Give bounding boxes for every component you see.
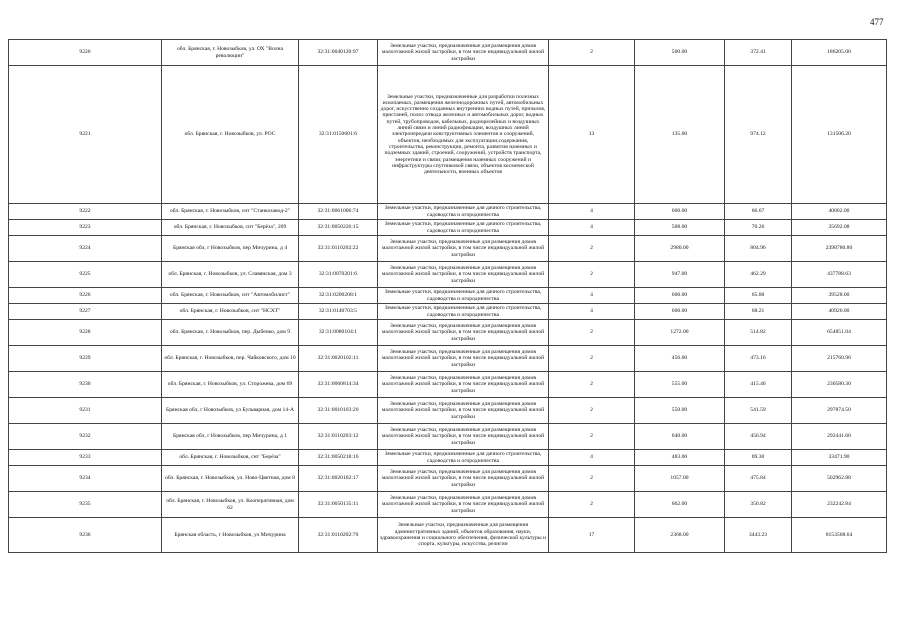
cell-use-group: 2 bbox=[549, 346, 635, 372]
cell-use-group: 2 bbox=[549, 236, 635, 262]
cell-address: обл. Брянская, г. Новозыбков, снт "Берёза" bbox=[162, 450, 299, 466]
cell-area: 600.00 bbox=[635, 304, 725, 320]
cell-cadastral-value: 33471.90 bbox=[792, 450, 887, 466]
cell-permitted-use: Земельные участки, предназначенные для дачного строительства, садоводства и огородничества bbox=[378, 304, 549, 320]
cell-cadastral-value: 297874.50 bbox=[792, 398, 887, 424]
cell-cadastral-number: 32:31:0060814:34 bbox=[299, 372, 378, 398]
cell-use-group: 2 bbox=[549, 262, 635, 288]
cell-permitted-use: Земельные участки, предназначенные для размещения домов малоэтажной жилой застройки, в том числе индивидуальной жилой застройки bbox=[378, 40, 549, 66]
cell-specific-value: 462.29 bbox=[725, 262, 792, 288]
cell-area: 483.00 bbox=[635, 450, 725, 466]
cell-cadastral-number: 32:31:0200208:1 bbox=[299, 288, 378, 304]
cell-row-number: 9232 bbox=[9, 424, 162, 450]
cell-specific-value: 415.46 bbox=[725, 372, 792, 398]
cell-cadastral-number: 32:31:0040120:97 bbox=[299, 40, 378, 66]
cell-cadastral-value: 40926.00 bbox=[792, 304, 887, 320]
cell-address: обл. Брянская, г. Новозыбков, пер. Чайковского, дом 10 bbox=[162, 346, 299, 372]
cell-row-number: 9221 bbox=[9, 66, 162, 204]
cell-use-group: 2 bbox=[549, 40, 635, 66]
table-row bbox=[9, 304, 887, 320]
cell-specific-value: 66.67 bbox=[725, 204, 792, 220]
table-row bbox=[9, 288, 887, 304]
cell-address: обл. Брянская, г. Новозыбков, ул. Славянская, дом 3 bbox=[162, 262, 299, 288]
cell-address: обл. Брянская, г. Новозыбков, ул. Кооперативная, дом 62 bbox=[162, 492, 299, 518]
cell-cadastral-value: 437788.63 bbox=[792, 262, 887, 288]
cell-address: обл. Брянская, г. Новозыбков, ул. Сторожева, дом 69 bbox=[162, 372, 299, 398]
table-body bbox=[9, 40, 887, 553]
cell-specific-value: 3443.23 bbox=[725, 518, 792, 553]
cell-address: обл. Брянская, г. Новозыбков, ул. РОС bbox=[162, 66, 299, 204]
cell-permitted-use: Земельные участки, предназначенные для размещения домов малоэтажной жилой застройки, в том числе индивидуальной жилой застройки bbox=[378, 262, 549, 288]
cell-address: обл. Брянская, г. Новозыбков, снт "Берёза", 209 bbox=[162, 220, 299, 236]
cell-use-group: 2 bbox=[549, 398, 635, 424]
cell-specific-value: 974.12 bbox=[725, 66, 792, 204]
cell-cadastral-number: 32:31:0061006:74 bbox=[299, 204, 378, 220]
cell-permitted-use: Земельные участки, предназначенные для размещения административных зданий, объектов образования, науки, здравоохранения и социального обеспечения, физической культуры и спорта, культуры, искусства, религии bbox=[378, 518, 549, 553]
cell-row-number: 9222 bbox=[9, 204, 162, 220]
cell-cadastral-value: 131506.20 bbox=[792, 66, 887, 204]
cell-permitted-use: Земельные участки, предназначенные для дачного строительства, садоводства и огородничества bbox=[378, 288, 549, 304]
cell-row-number: 9223 bbox=[9, 220, 162, 236]
cell-area: 500.00 bbox=[635, 40, 725, 66]
cell-row-number: 9228 bbox=[9, 320, 162, 346]
cell-row-number: 9225 bbox=[9, 262, 162, 288]
cell-row-number: 9235 bbox=[9, 492, 162, 518]
table-row bbox=[9, 262, 887, 288]
cell-area: 550.00 bbox=[635, 398, 725, 424]
cell-cadastral-value: 39528.00 bbox=[792, 288, 887, 304]
cell-address: обл. Брянская, г. Новозыбков, пер. Дыбенко, дом 9 bbox=[162, 320, 299, 346]
cell-specific-value: 804.96 bbox=[725, 236, 792, 262]
cell-row-number: 9220 bbox=[9, 40, 162, 66]
cell-cadastral-number: 32:31:0080104:1 bbox=[299, 320, 378, 346]
cell-row-number: 9227 bbox=[9, 304, 162, 320]
cell-permitted-use: Земельные участки, предназначенные для размещения домов малоэтажной жилой застройки, в том числе индивидуальной жилой застройки bbox=[378, 346, 549, 372]
cell-permitted-use: Земельные участки, предназначенные для дачного строительства, садоводства и огородничества bbox=[378, 450, 549, 466]
cell-use-group: 4 bbox=[549, 288, 635, 304]
cell-specific-value: 541.59 bbox=[725, 398, 792, 424]
cell-area: 947.00 bbox=[635, 262, 725, 288]
cell-cadastral-number: 32:31:0140703:5 bbox=[299, 304, 378, 320]
table-row bbox=[9, 220, 887, 236]
cell-row-number: 9233 bbox=[9, 450, 162, 466]
cell-permitted-use: Земельные участки, предназначенные для дачного строительства, садоводства и огородничества bbox=[378, 204, 549, 220]
cell-address: обл. Брянская, г. Новозыбков, снт "НСХТ" bbox=[162, 304, 299, 320]
cell-area: 135.00 bbox=[635, 66, 725, 204]
table-row bbox=[9, 40, 887, 66]
cell-use-group: 4 bbox=[549, 220, 635, 236]
cell-specific-value: 475.84 bbox=[725, 466, 792, 492]
cell-permitted-use: Земельные участки, предназначенные для размещения домов малоэтажной жилой застройки, в том числе индивидуальной жилой застройки bbox=[378, 398, 549, 424]
cell-use-group: 17 bbox=[549, 518, 635, 553]
table-row bbox=[9, 492, 887, 518]
cell-specific-value: 68.21 bbox=[725, 304, 792, 320]
table-row bbox=[9, 204, 887, 220]
cell-area: 555.00 bbox=[635, 372, 725, 398]
cell-use-group: 2 bbox=[549, 372, 635, 398]
land-registry-table bbox=[8, 39, 887, 553]
cell-cadastral-number: 32:31:0110202:22 bbox=[299, 236, 378, 262]
cell-permitted-use: Земельные участки, предназначенные для размещения домов малоэтажной жилой застройки, в том числе индивидуальной жилой застройки bbox=[378, 466, 549, 492]
table-row bbox=[9, 236, 887, 262]
cell-permitted-use: Земельные участки, предназначенные для размещения домов малоэтажной жилой застройки, в том числе индивидуальной жилой застройки bbox=[378, 492, 549, 518]
cell-permitted-use: Земельные участки, предназначенные для разработки полезных ископаемых, размещения железнодорожных путей, автомобильных дорог, искусственно созданных внутренних водных путей, причалов, пристаней, полос отвода железных и автомобильных дорог, водных путей, трубопроводов, кабельных, радиорелейных и воздушных линий связи и линий радиофикации, воздушных линий электропередачи конструктивных элементов и сооружений, объектов, необходимых для эксплуатации,содержания, строительства, реконструкции, ремонта, развития наземных и подземных зданий, строений, сооружений, устройств транспорта, энергетики и связи; размещения наземных сооружений и инфраструктуры спутниковой связи, объектов космической деятельности, военных объектов bbox=[378, 66, 549, 204]
cell-address: обл. Брянская, г. Новозыбков, снт "Автомобилист" bbox=[162, 288, 299, 304]
table-row bbox=[9, 66, 887, 204]
cell-use-group: 4 bbox=[549, 450, 635, 466]
cell-specific-value: 372.41 bbox=[725, 40, 792, 66]
cell-permitted-use: Земельные участки, предназначенные для размещения домов малоэтажной жилой застройки, в том числе индивидуальной жилой застройки bbox=[378, 372, 549, 398]
cell-row-number: 9226 bbox=[9, 288, 162, 304]
cell-cadastral-number: 32:31:0110202:70 bbox=[299, 518, 378, 553]
cell-address: Брянская область, г Новозыбков, ул Мичурина bbox=[162, 518, 299, 553]
cell-specific-value: 456.94 bbox=[725, 424, 792, 450]
cell-use-group: 4 bbox=[549, 204, 635, 220]
cell-row-number: 9231 bbox=[9, 398, 162, 424]
cell-address: обл. Брянская, г. Новозыбков, снт "Станкозавод-2" bbox=[162, 204, 299, 220]
cell-use-group: 13 bbox=[549, 66, 635, 204]
cell-address: обл. Брянская, г. Новозыбков, ул. Ново-Цветная, дом 8 bbox=[162, 466, 299, 492]
table-row bbox=[9, 450, 887, 466]
cell-permitted-use: Земельные участки, предназначенные для размещения домов малоэтажной жилой застройки, в том числе индивидуальной жилой застройки bbox=[378, 320, 549, 346]
table-row bbox=[9, 398, 887, 424]
cell-area: 2980.00 bbox=[635, 236, 725, 262]
cell-specific-value: 70.26 bbox=[725, 220, 792, 236]
cell-address: обл. Брянская, г. Новозыбков, ул. ОХ "Волна революции" bbox=[162, 40, 299, 66]
cell-area: 1057.00 bbox=[635, 466, 725, 492]
cell-use-group: 4 bbox=[549, 304, 635, 320]
cell-specific-value: 350.82 bbox=[725, 492, 792, 518]
cell-use-group: 2 bbox=[549, 320, 635, 346]
cell-permitted-use: Земельные участки, предназначенные для размещения домов малоэтажной жилой застройки, в том числе индивидуальной жилой застройки bbox=[378, 424, 549, 450]
table-row bbox=[9, 518, 887, 553]
cell-cadastral-value: 186205.00 bbox=[792, 40, 887, 66]
cell-specific-value: 69.30 bbox=[725, 450, 792, 466]
cell-specific-value: 514.82 bbox=[725, 320, 792, 346]
cell-row-number: 9230 bbox=[9, 372, 162, 398]
table-row bbox=[9, 372, 887, 398]
cell-area: 2368.00 bbox=[635, 518, 725, 553]
cell-area: 508.00 bbox=[635, 220, 725, 236]
cell-cadastral-value: 232242.84 bbox=[792, 492, 887, 518]
table-row bbox=[9, 424, 887, 450]
page-number: 477 bbox=[870, 17, 884, 27]
table-row bbox=[9, 466, 887, 492]
cell-permitted-use: Земельные участки, предназначенные для дачного строительства, садоводства и огородничества bbox=[378, 220, 549, 236]
cell-cadastral-value: 40002.00 bbox=[792, 204, 887, 220]
cell-row-number: 9236 bbox=[9, 518, 162, 553]
cell-use-group: 2 bbox=[549, 466, 635, 492]
cell-cadastral-value: 654851.04 bbox=[792, 320, 887, 346]
cell-address: Брянская обл, г Новозыбков, пер Мичурина, д 4 bbox=[162, 236, 299, 262]
cell-permitted-use: Земельные участки, предназначенные для размещения домов малоэтажной жилой застройки, в том числе индивидуальной жилой застройки bbox=[378, 236, 549, 262]
cell-cadastral-value: 2398780.80 bbox=[792, 236, 887, 262]
cell-row-number: 9229 bbox=[9, 346, 162, 372]
cell-cadastral-number: 32:31:0010103:20 bbox=[299, 398, 378, 424]
cell-area: 600.00 bbox=[635, 288, 725, 304]
cell-row-number: 9234 bbox=[9, 466, 162, 492]
cell-address: Брянская обл, г Новозыбков, пер Мичурина, д 1 bbox=[162, 424, 299, 450]
cell-area: 640.00 bbox=[635, 424, 725, 450]
cell-cadastral-number: 32:31:0150601:6 bbox=[299, 66, 378, 204]
cell-area: 662.00 bbox=[635, 492, 725, 518]
table-row bbox=[9, 346, 887, 372]
cell-area: 456.00 bbox=[635, 346, 725, 372]
cell-cadastral-number: 32:31:0020102:11 bbox=[299, 346, 378, 372]
cell-cadastral-value: 292441.60 bbox=[792, 424, 887, 450]
cell-use-group: 2 bbox=[549, 424, 635, 450]
cell-cadastral-number: 32:31:0020102:17 bbox=[299, 466, 378, 492]
cell-specific-value: 473.16 bbox=[725, 346, 792, 372]
table-row bbox=[9, 320, 887, 346]
cell-area: 600.00 bbox=[635, 204, 725, 220]
cell-cadastral-number: 32:31:0110203:12 bbox=[299, 424, 378, 450]
cell-use-group: 2 bbox=[549, 492, 635, 518]
cell-cadastral-number: 32:31:0070201:6 bbox=[299, 262, 378, 288]
cell-cadastral-value: 35692.08 bbox=[792, 220, 887, 236]
cell-cadastral-number: 32:31:0050135:11 bbox=[299, 492, 378, 518]
cell-cadastral-number: 32:31:0050226:15 bbox=[299, 220, 378, 236]
cell-row-number: 9224 bbox=[9, 236, 162, 262]
cell-cadastral-value: 230580.30 bbox=[792, 372, 887, 398]
cell-cadastral-value: 502962.88 bbox=[792, 466, 887, 492]
cell-area: 1272.00 bbox=[635, 320, 725, 346]
cell-specific-value: 65.88 bbox=[725, 288, 792, 304]
cell-cadastral-value: 215760.96 bbox=[792, 346, 887, 372]
cell-cadastral-value: 8153568.64 bbox=[792, 518, 887, 553]
cell-cadastral-number: 32:31:0050218:16 bbox=[299, 450, 378, 466]
cell-address: Брянская обл, г Новозыбков, ул Бульварная, дом 14-А bbox=[162, 398, 299, 424]
